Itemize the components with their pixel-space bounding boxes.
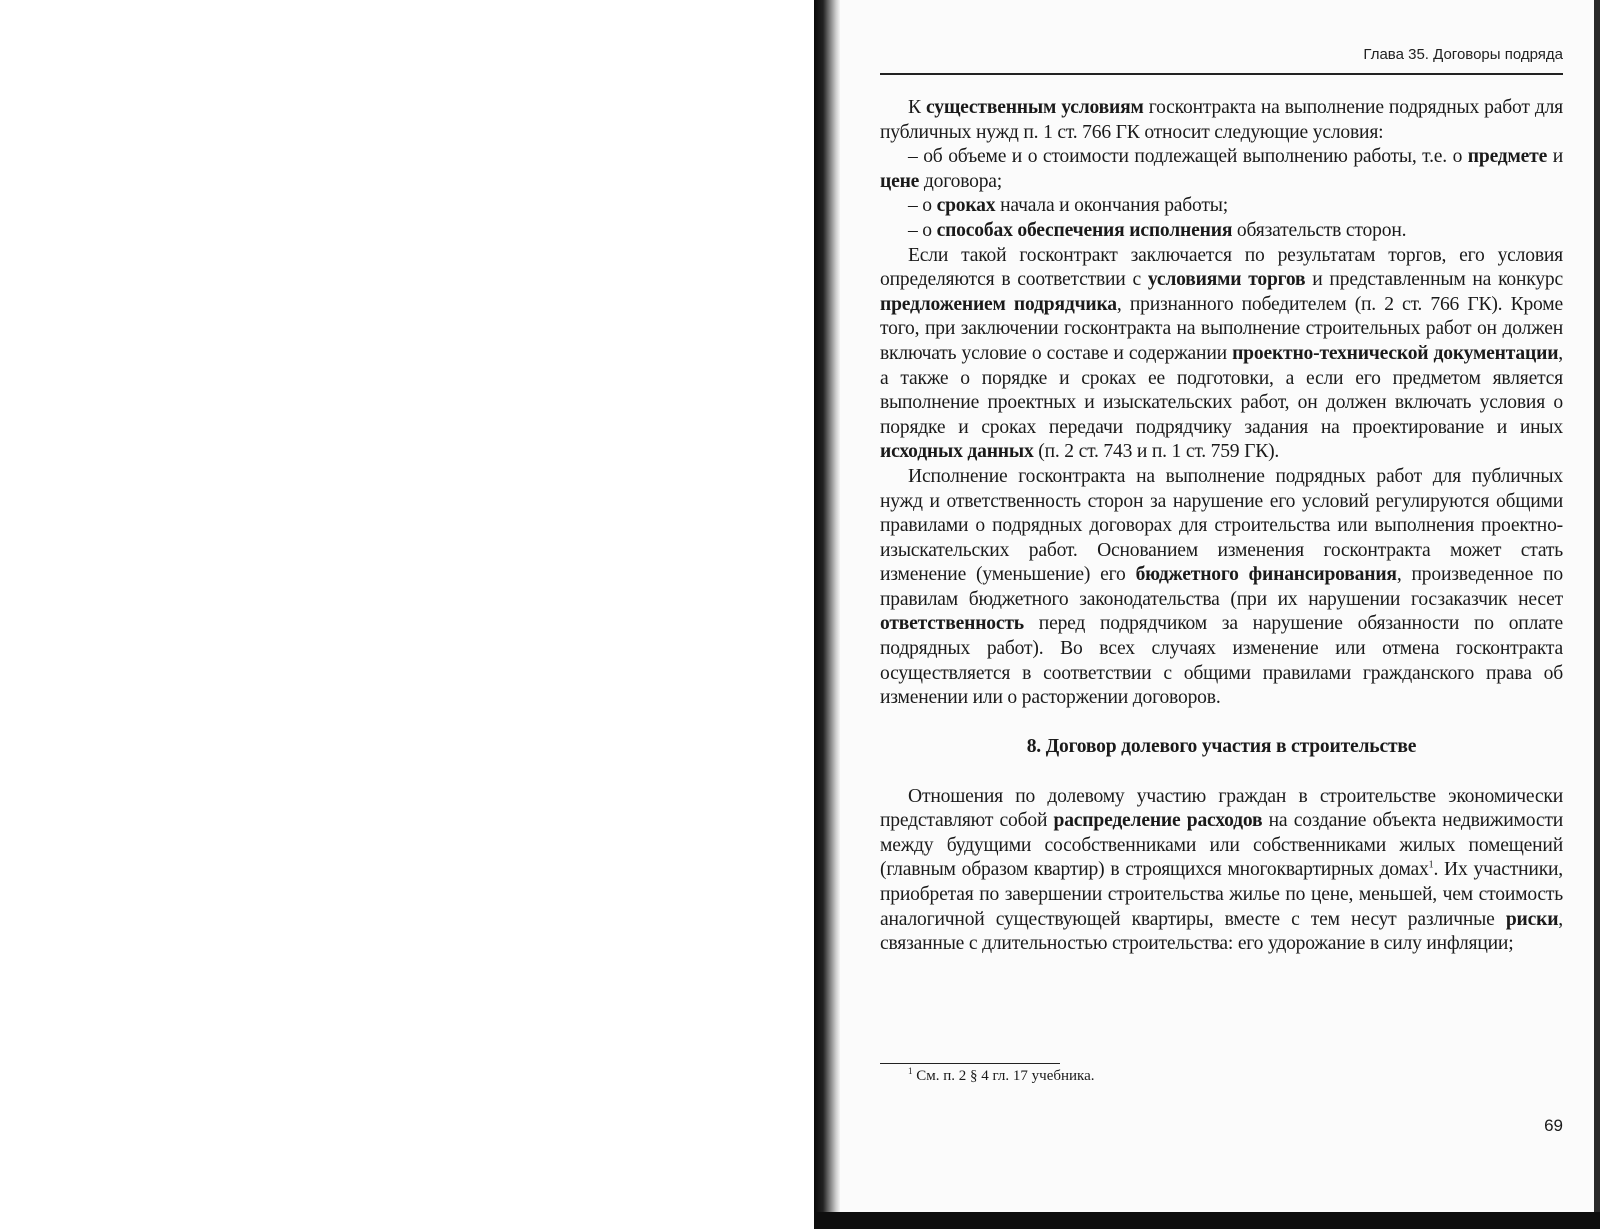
paragraph-essential-terms: К существенным условиям госконтракта на выполнение подрядных работ для публичных нужд п. 1 ст. 766 ГК относит следующие условия: [880, 97, 1563, 143]
body-text [880, 96, 1563, 957]
paragraph-tender-terms: Если такой госконтракт заключается по результатам торгов, его условия определяются в соответствии с условиями торгов и представленным на конкурс предложением подрядчика, признанного победителем (п. 2 ст. 766 ГК). Кроме того, при заключении госконтракта на выполнение строительных работ он должен включать условие о составе и содержании проектно-технической документации, а также о порядке и сроках ее подготовки, а если его предметом является выполнение проектных и изыскательских работ, он должен включать условия о порядке и сроках передачи подрядчику задания на проектирование и иных исходных данных (п. 2 ст. 743 и п. 1 ст. 759 ГК). [880, 244, 1564, 463]
scan-edge-right [1594, 0, 1600, 1212]
list-item-terms: – о сроках начала и окончания работы; [908, 195, 1228, 217]
section-title: 8. Договор долевого участия в строительстве [1026, 736, 1417, 758]
book-spine-shadow [814, 0, 840, 1229]
footnote-rule [880, 1063, 1060, 1064]
paragraph-shared-construction: Отношения по долевому участию граждан в строительстве экономически представляют собой распределение расходов на создание объекта недвижимости между будущими сособственниками или собственниками жилых помещений (главным образом квартир) в строящихся многоквартирных домах$^1$. Их участники, приобретая по завершении строительства жилье по цене, меньшей, чем стоимость аналогичной существующей квартиры, вместе с тем несут различные риски, связанные с длительностью строительства: его удорожание в силу инфляции; [880, 785, 1564, 955]
paragraph-execution: Исполнение госконтракта на выполнение подрядных работ для публичных нужд и ответственность сторон за нарушение его условий регулируются общими правилами о подрядных договорах для строительства или выполнения проектно-изыскательских работ. Основанием изменения госконтракта может стать изменение (уменьшение) его бюджетного финансирования, произведенное по правилам бюджетного законодательства (при их нарушении госзаказчик несет ответственность перед подрядчиком за нарушение обязанности по оплате подрядных работ). Во всех случаях изменение или отмена госконтракта осуществляется в соответствии с общими правилами гражданского права об изменении или о расторжении договоров. [880, 465, 1563, 709]
page-number: 69 [1544, 1116, 1563, 1135]
list-item-security: – о способах обеспечения исполнения обязательств сторон. [908, 219, 1407, 241]
footnote: $^1$ См. п. 2 § 4 гл. 17 учебника. [908, 1066, 1095, 1084]
scan-edge-bottom [814, 1212, 1600, 1229]
footnote-ref: 1 [1428, 859, 1434, 871]
header-rule [880, 73, 1563, 75]
spacer [880, 711, 1563, 736]
list-item-subject-price: – об объеме и о стоимости подлежащей выполнению работы, т.е. о предмете и цене договора; [880, 146, 1563, 192]
spacer [880, 760, 1563, 785]
book-page [840, 0, 1594, 1212]
running-head: Глава 35. Договоры подряда [1363, 46, 1563, 63]
